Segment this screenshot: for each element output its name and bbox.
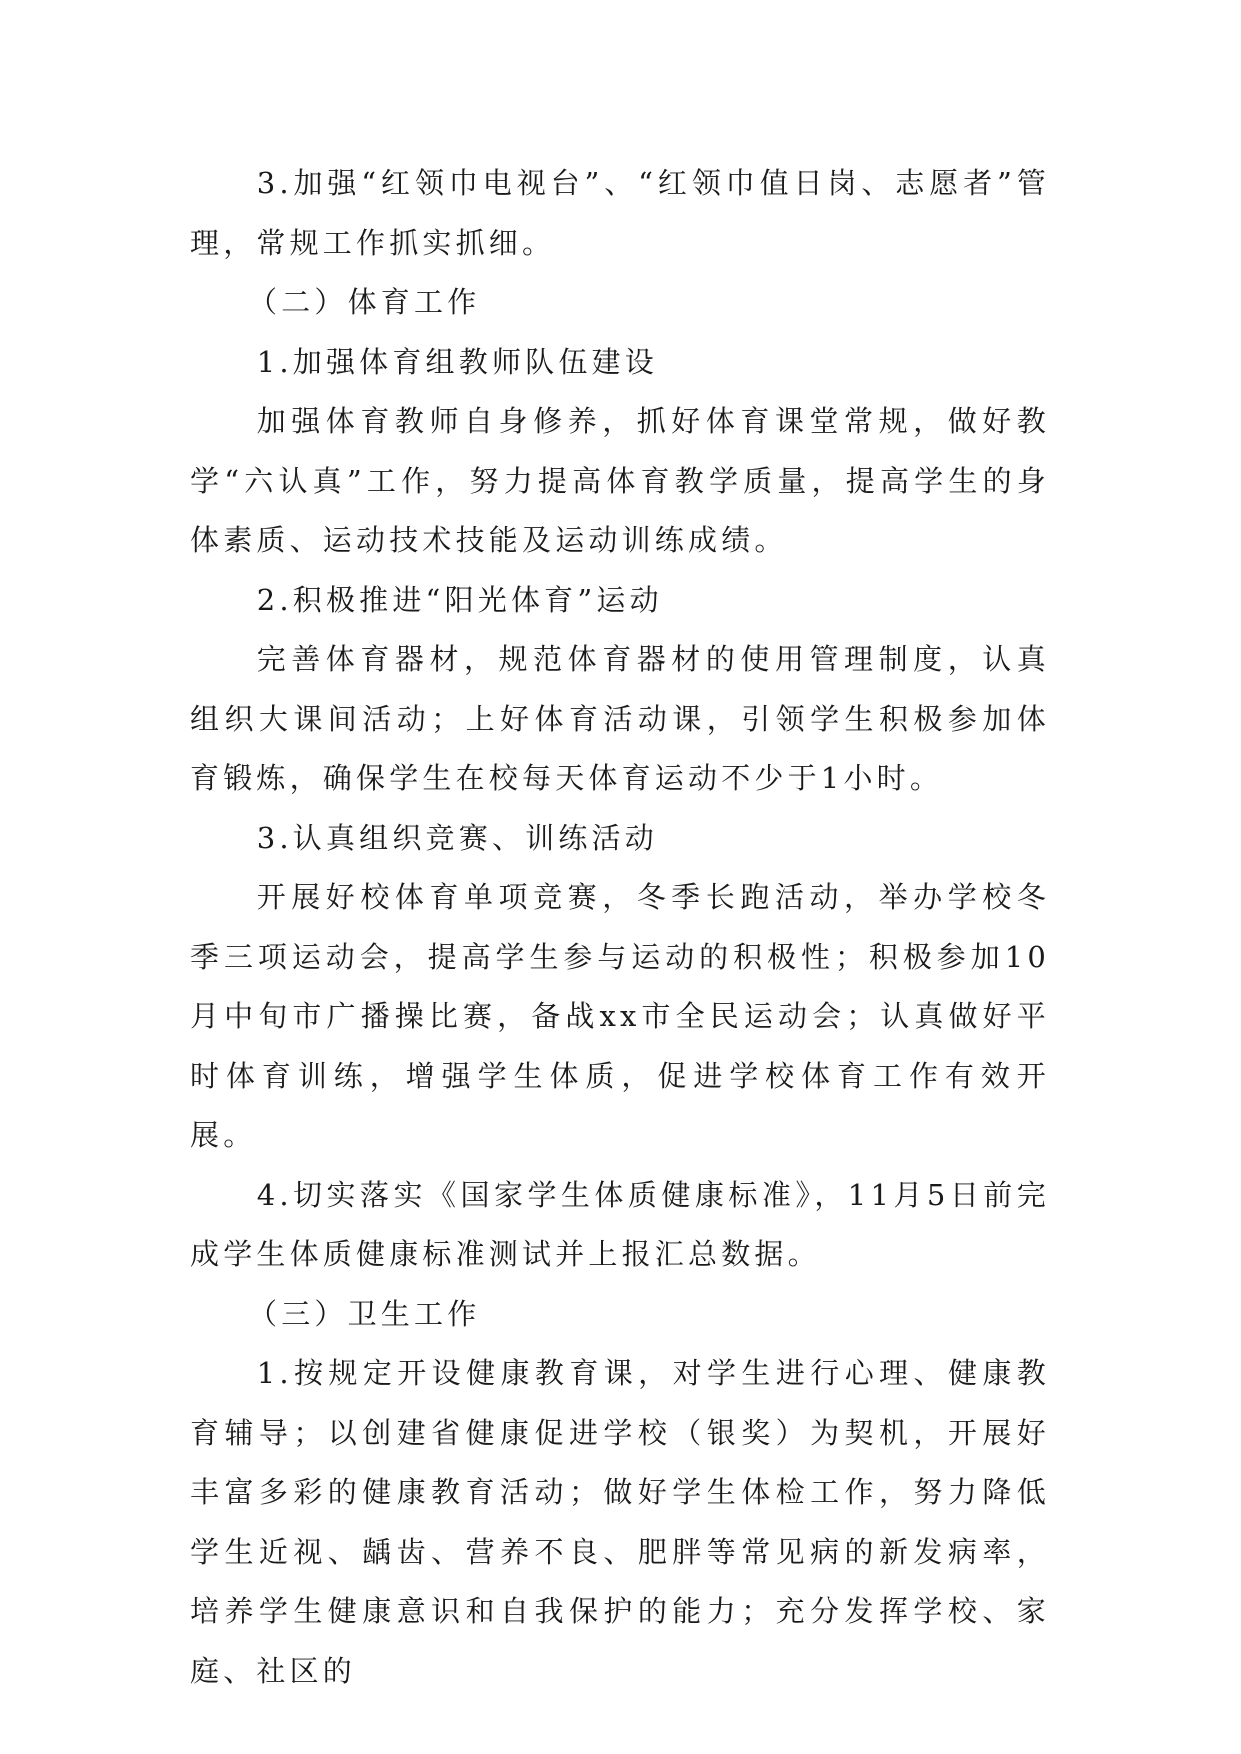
paragraph-health-standard: 4.切实落实《国家学生体质健康标准》，11月5日前完成学生体质健康标准测试并上报汇总数据。 [190,1177,1050,1271]
item-heading-sunshine-sports: 2.积极推进“阳光体育”运动 [256,582,663,617]
paragraph-competitions: 开展好校体育单项竞赛，冬季长跑活动，举办学校冬季三项运动会，提高学生参与运动的积极性；积极参加10月中旬市广播操比赛，备战xx市全民运动会；认真做好平时体育训练，增强学生体质，促进学校体育工作有效开展。 [190,880,1050,1152]
paragraph-sunshine-sports: 完善体育器材，规范体育器材的使用管理制度，认真组织大课间活动；上好体育活动课，引领学生积极参加体育锻炼，确保学生在校每天体育运动不少于1小时。 [190,642,1050,795]
section-heading-sports: （二）体育工作 [248,285,481,319]
item-heading-competitions: 3.认真组织竞赛、训练活动 [256,820,658,855]
item-heading-teacher-team: 1.加强体育组教师队伍建设 [256,344,658,379]
paragraph-teacher-team: 加强体育教师自身修养，抓好体育课堂常规，做好教学“六认真”工作，努力提高体育教学质量，提高学生的身体素质、运动技术技能及运动训练成绩。 [190,404,1050,557]
section-heading-hygiene: （三）卫生工作 [248,1296,481,1331]
document-body [190,154,1050,1701]
paragraph-health-education: 1.按规定开设健康教育课，对学生进行心理、健康教育辅导；以创建省健康促进学校（银奖）为契机，开展好丰富多彩的健康教育活动；做好学生体检工作，努力降低学生近视、龋齿、营养不良、肥胖等常见病的新发病率，培养学生健康意识和自我保护的能力；充分发挥学校、家庭、社区的 [190,1356,1050,1688]
paragraph-item-3-hongling: 3.加强“红领巾电视台”、“红领巾值日岗、志愿者”管理，常规工作抓实抓细。 [190,166,1050,260]
